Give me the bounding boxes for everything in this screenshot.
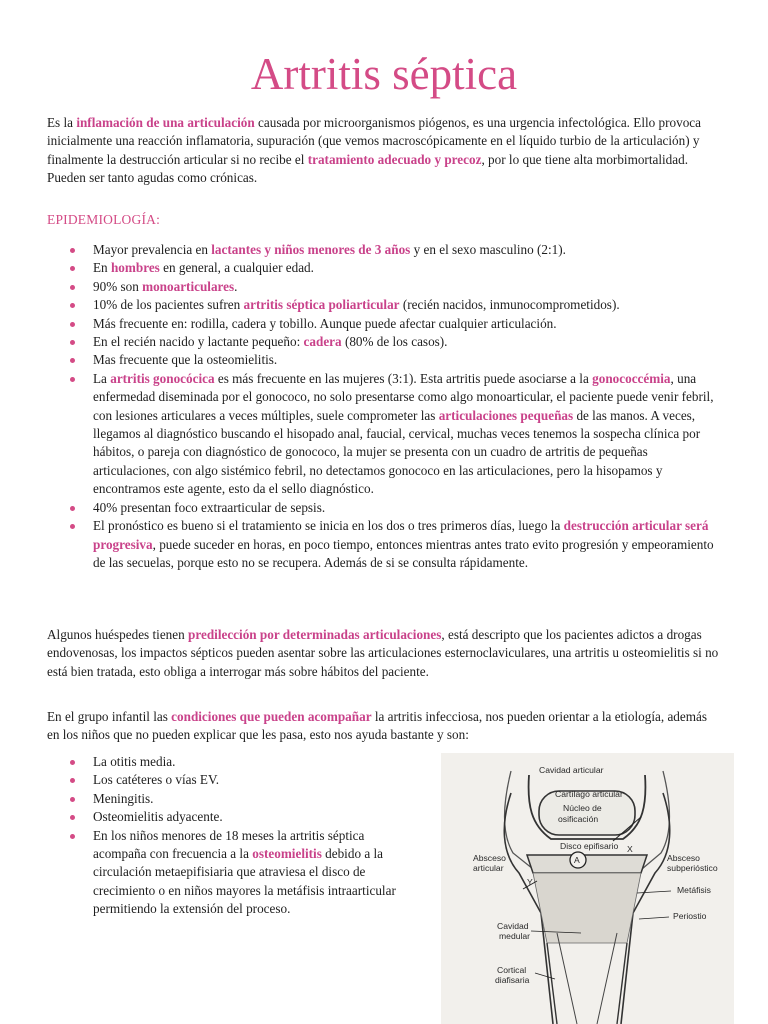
leader-metafisis	[637, 891, 671, 893]
item-text: La	[93, 370, 111, 386]
bullet-icon	[70, 322, 75, 327]
item-highlight: artritis séptica poliarticular	[243, 297, 400, 313]
list-item	[47, 499, 721, 517]
para-highlight: condiciones que pueden acompañar	[171, 709, 372, 724]
leader-cortical	[535, 973, 555, 979]
label-absceso-sub-2: subperióstico	[667, 863, 718, 873]
item-highlight: hombres	[110, 260, 160, 276]
list-item	[47, 790, 407, 808]
list-item	[47, 241, 721, 259]
epidemiology-list	[47, 241, 721, 572]
label-absceso-sub-1: Absceso	[667, 853, 700, 863]
item-text: y en el sexo masculino (2:1).	[410, 242, 566, 257]
bullet-icon	[70, 377, 75, 382]
item-highlight: gonococcémia	[592, 370, 671, 386]
intro-highlight-2: tratamiento adecuado y precoz	[307, 151, 482, 167]
item-text: 90% son	[93, 278, 143, 294]
mark-a-label: A	[574, 855, 580, 865]
label-metafisis: Metáfisis	[677, 885, 711, 895]
item-text: Mas frecuente que la osteomielitis.	[93, 352, 278, 368]
bullet-icon	[70, 778, 75, 783]
bullet-icon	[70, 248, 75, 253]
bullet-icon	[70, 797, 75, 802]
list-item	[47, 259, 721, 277]
item-text: de las manos. A veces, llegamos al diagnóstico buscando el hisopado anal, faucial, cervical, muchas veces tenemos la sospecha clínica por hábitos, o pareja con diagnóstico de gonococo, la mujer se presenta con un cuadro de artritis de pequeñas articulaciones, con algo sistémico febril, no detectamos gonococo en las articulaciones, pero la hisopamos y encontramos este agente, esto da el sello diagnóstico.	[93, 407, 701, 497]
label-cavidad-medular-2: medular	[499, 931, 531, 941]
label-cavidad-medular-1: Cavidad	[497, 921, 529, 931]
list-item	[47, 315, 721, 333]
bullet-icon	[70, 506, 75, 511]
mark-y-label: Y	[527, 877, 533, 887]
label-cartilago: Cartílago articular	[555, 789, 623, 799]
label-absceso-articular-1: Absceso	[473, 853, 506, 863]
item-highlight: destrucción articular será progresiva	[93, 518, 709, 552]
item-text: , una enfermedad diseminada por el gonococo, no solo presentarse como algo monoarticular, el paciente puede venir febril, con lesiones articulares a veces múltiples, suele comprometer las	[93, 370, 714, 423]
item-text: Más frecuente en: rodilla, cadera y tobillo. Aunque puede afectar cualquier articulación.	[93, 315, 557, 331]
bullet-icon	[70, 524, 75, 529]
item-highlight: artritis gonocócica	[110, 370, 215, 386]
list-item	[47, 278, 721, 296]
item-text: Los catéteres o vías EV.	[93, 772, 220, 788]
list-item	[47, 351, 721, 369]
bullet-icon	[70, 303, 75, 308]
item-highlight: monoarticulares	[142, 278, 235, 294]
label-cortical-2: diafisaria	[495, 975, 530, 985]
item-highlight: cadera	[303, 334, 342, 350]
intro-text-3: , por lo que tiene alta morbimortalidad. Pueden ser tanto agudas como crónicas.	[47, 151, 688, 186]
item-text: , puede suceder en horas, en poco tiempo, entonces mientras antes trato evito progresión y empeoramiento de las secuelas, porque esto no se recupera. Además de si se consulta rápidamente.	[93, 536, 714, 570]
bone-joint-figure	[441, 753, 734, 1024]
epidemiology-heading: EPIDEMIOLOGÍA:	[47, 212, 161, 227]
conditions-list	[47, 753, 407, 919]
label-disco: Disco epifisario	[560, 841, 619, 851]
metaphysis	[533, 873, 641, 943]
item-text: Mayor prevalencia en	[93, 242, 212, 257]
list-item	[47, 296, 721, 314]
label-nucleo-1: Núcleo de	[563, 803, 602, 813]
list-item	[47, 517, 721, 572]
item-text: (recién nacidos, inmunocomprometidos).	[399, 297, 620, 313]
list-item	[47, 827, 407, 919]
item-text: .	[234, 278, 238, 294]
item-highlight: articulaciones pequeñas	[438, 407, 574, 423]
para-text: , está descripto que los pacientes adictos a drogas endovenosas, los impactos sépticos pueden asentar sobre las articulaciones esternoclaviculares, una artritis u osteomielitis si no está bien tratada, esto obliga a interrogar más sobre hábitos del paciente.	[47, 627, 719, 679]
item-text: Meningitis.	[93, 790, 154, 806]
label-cavidad-articular: Cavidad articular	[539, 765, 604, 775]
item-text: La otitis media.	[93, 754, 176, 769]
bullet-icon	[70, 358, 75, 363]
label-nucleo-2: osificación	[558, 814, 599, 824]
bullet-icon	[70, 834, 75, 839]
medullary-line-right	[597, 933, 617, 1024]
para-text: En el grupo infantil las	[47, 709, 172, 724]
item-text: 40% presentan foco extraarticular de sepsis.	[93, 499, 326, 515]
para-text: Algunos huéspedes tienen	[47, 627, 189, 642]
label-cortical-1: Cortical	[497, 965, 527, 975]
list-item	[47, 333, 721, 351]
leader-periostio	[639, 917, 669, 919]
children-paragraph	[47, 708, 721, 745]
bullet-icon	[70, 285, 75, 290]
para-highlight: predilección por determinadas articulaciones	[188, 627, 442, 642]
item-text: En los niños menores de 18 meses la artritis séptica acompaña con frecuencia a la	[93, 827, 365, 862]
item-text: (80% de los casos).	[341, 334, 448, 350]
intro-text-1: Es la	[47, 115, 77, 130]
bone-diagram	[441, 753, 734, 1024]
item-text: El pronóstico es bueno si el tratamiento se inicia en los dos o tres primeros días, luego la	[93, 518, 564, 534]
item-text: En el recién nacido y lactante pequeño:	[93, 334, 304, 350]
hosts-paragraph	[47, 626, 721, 681]
bullet-icon	[70, 760, 75, 765]
list-item	[47, 771, 407, 789]
para-text: la artritis infecciosa, nos pueden orientar a la etiología, además en los niños que no pueden explicar que les pasa, esto nos ayuda bastante y son:	[47, 709, 707, 743]
item-text: debido a la circulación metaepifisiaria que atraviesa el disco de crecimiento o en niños mayores la metáfisis intraarticular permitiendo la extensión del proceso.	[93, 846, 396, 917]
label-periostio: Periostio	[673, 911, 707, 921]
item-text: En	[93, 260, 111, 276]
bullet-icon	[70, 266, 75, 271]
item-highlight: osteomielitis	[252, 846, 322, 862]
label-absceso-articular-2: articular	[473, 863, 504, 873]
intro-text-2: causada por microorganismos piógenos, es una urgencia infectológica. Ello provoca inicialmente una reacción inflamatoria, supuración (que vemos macroscópicamente en el líquido turbio de la articulación) y finalmente la destrucción articular si no recibe el	[47, 115, 702, 167]
growth-plate	[527, 855, 647, 873]
item-text: 10% de los pacientes sufren	[93, 297, 244, 313]
item-text: es más frecuente en las mujeres (3:1). Esta artritis puede asociarse a la	[214, 370, 593, 386]
list-item	[47, 753, 407, 771]
list-item	[47, 808, 407, 826]
mark-x-label: X	[627, 844, 633, 854]
page-title: Artritis séptica	[250, 49, 518, 99]
list-item	[47, 370, 721, 499]
intro-highlight-1: inflamación de una articulación	[76, 115, 255, 130]
bullet-icon	[70, 815, 75, 820]
item-text: en general, a cualquier edad.	[159, 260, 314, 276]
item-text: Osteomielitis adyacente.	[93, 809, 223, 825]
medullary-line-left	[557, 933, 577, 1024]
item-highlight: lactantes y niños menores de 3 años	[211, 242, 411, 257]
bullet-icon	[70, 340, 75, 345]
intro-paragraph	[47, 114, 721, 188]
